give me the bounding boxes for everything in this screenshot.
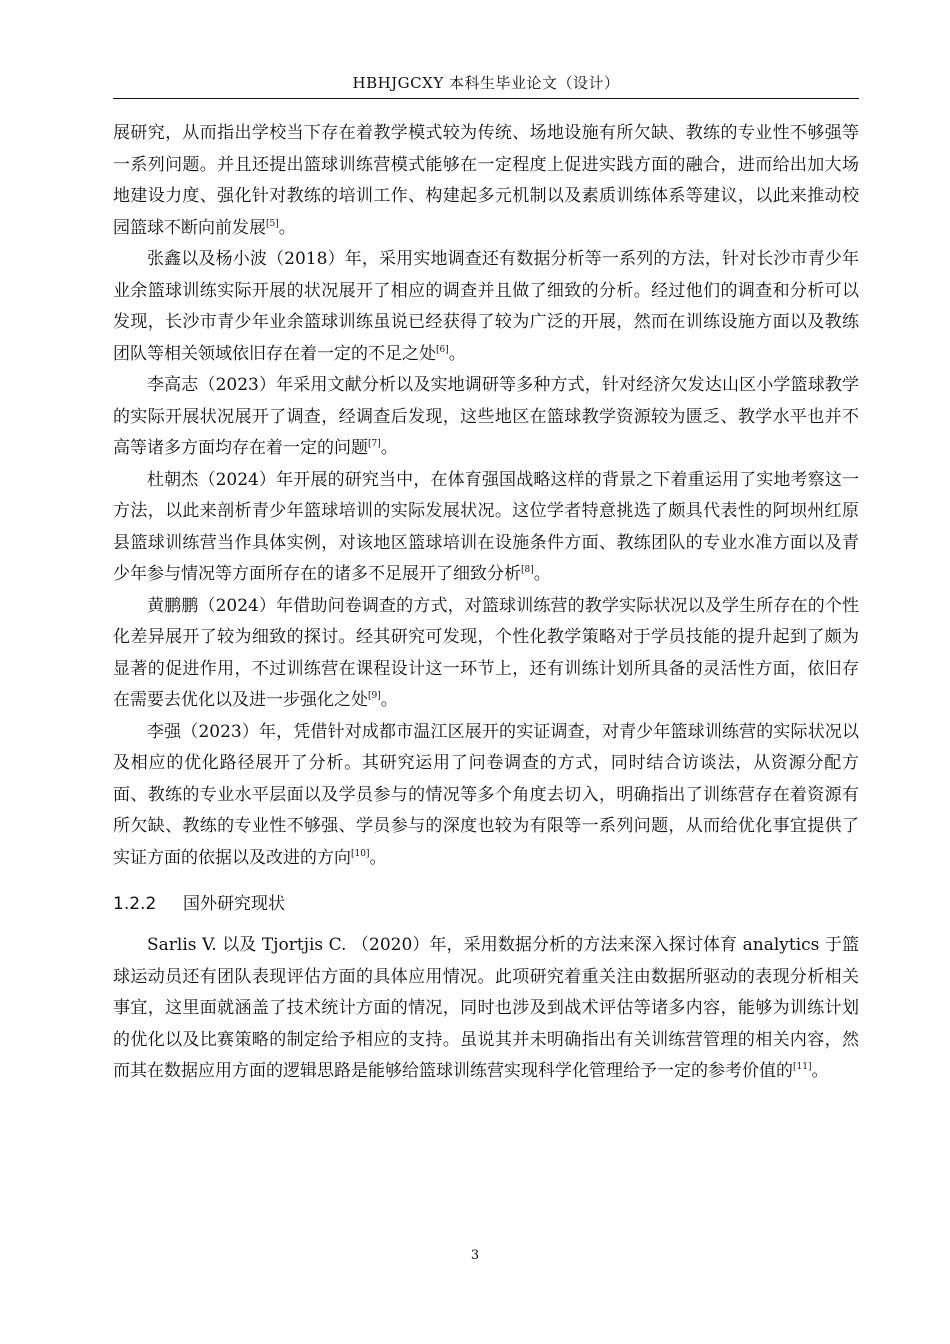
section-number: 1.2.2 — [113, 894, 157, 914]
paragraph-text: 李高志（2023）年采用文献分析以及实地调研等多种方式，针对经济欠发达山区小学篮球教学的实际开展状况展开了调查，经调查后发现，这些地区在篮球教学资源较为匮乏、教学水平也并不高等诸多方面均存在着一定的问题 — [113, 375, 859, 458]
paragraph-end: 。 — [533, 564, 551, 584]
paragraph — [113, 717, 859, 875]
page-number: 3 — [470, 1248, 480, 1263]
paragraph-text: 黄鹏鹏（2024）年借助问卷调查的方式，对篮球训练营的教学实际状况以及学生所存在的个性化差异展开了较为细致的探讨。经其研究可发现，个性化教学策略对于学员技能的提升起到了颇为显著的促进作用，不过训练营在课程设计这一环节上，还有训练计划所具备的灵活性方面，依旧存在需要去优化以及进一步强化之处 — [113, 595, 859, 710]
running-header: HBHJGCXY 本科生毕业论文（设计） — [352, 74, 620, 92]
document-body — [113, 118, 859, 1088]
citation-ref: [8] — [521, 565, 534, 575]
paragraph-text: 张鑫以及杨小波（2018）年，采用实地调查还有数据分析等一系列的方法，针对长沙市青少年业余篮球训练实际开展的状况展开了相应的调查并且做了细致的分析。经过他们的调查和分析可以发现，长沙市青少年业余篮球训练虽说已经获得了较为广泛的开展，然而在训练设施方面以及教练团队等相关领域依旧存在着一定的不足之处 — [113, 249, 859, 364]
paragraph-end: 。 — [811, 1061, 829, 1081]
paragraph-text: 李强（2023）年，凭借针对成都市温江区展开的实证调查，对青少年篮球训练营的实际状况以及相应的优化路径展开了分析。其研究运用了问卷调查的方式，同时结合访谈法，从资源分配方面、教练的专业水平层面以及学员参与的情况等多个角度去切入，明确指出了训练营存在着资源有所欠缺、教练的专业性不够强、学员参与的深度也较为有限等一系列问题，从而给优化事宜提供了实证方面的依据以及改进的方向 — [113, 721, 859, 868]
paragraph-end: 。 — [448, 343, 466, 364]
section-title: 国外研究现状 — [183, 894, 285, 914]
paragraph — [113, 370, 859, 465]
paragraph-text: 展研究，从而指出学校当下存在着教学模式较为传统、场地设施有所欠缺、教练的专业性不够强等一系列问题。并且还提出篮球训练营模式能够在一定程度上促进实践方面的融合，进而给出加大场地建设力度、强化针对教练的培训工作、构建起多元机制以及素质训练体系等建议，以此来推动校园篮球不断向前发展 — [113, 123, 859, 238]
paragraph — [113, 465, 859, 591]
citation-ref: [6] — [436, 344, 449, 355]
citation-ref: [11] — [793, 1062, 812, 1072]
paragraph-end: 。 — [278, 217, 296, 238]
paragraph-end: 。 — [380, 438, 398, 458]
citation-ref: [5] — [266, 218, 279, 229]
paragraph-end: 。 — [369, 847, 387, 868]
citation-ref: [10] — [351, 848, 370, 859]
paragraph — [113, 244, 859, 370]
section-heading — [113, 884, 859, 924]
citation-ref: [7] — [368, 439, 381, 449]
paragraph-end: 。 — [380, 690, 398, 710]
paragraph — [113, 930, 859, 1088]
header-rule — [113, 98, 859, 99]
paragraph-text: 杜朝杰（2024）年开展的研究当中，在体育强国战略这样的背景之下着重运用了实地考察这一方法，以此来剖析青少年篮球培训的实际发展状况。这位学者特意挑选了颇具代表性的阿坝州红原县篮球训练营当作具体实例，对该地区篮球培训在设施条件方面、教练团队的专业水准方面以及青少年参与情况等方面所存在的诸多不足展开了细致分析 — [113, 469, 859, 584]
paragraph-text: Sarlis V. 以及 Tjortjis C. （2020）年，采用数据分析的方法来深入探讨体育 analytics 于篮球运动员还有团队表现评估方面的具体应用情况。此项研究着重关注由数据所驱动的表现分析相关事宜，这里面就涵盖了技术统计方面的情况，同时也涉及到战术评估等诸多内容，能够为训练计划的优化以及比赛策略的制定给予相应的支持。虽说其并未明确指出有关训练营管理的相关内容，然而其在数据应用方面的逻辑思路是能够给篮球训练营实现科学化管理给予一定的参考价值的 — [113, 935, 859, 1081]
paragraph-continued — [113, 118, 859, 244]
paragraph — [113, 591, 859, 717]
citation-ref: [9] — [368, 691, 381, 701]
